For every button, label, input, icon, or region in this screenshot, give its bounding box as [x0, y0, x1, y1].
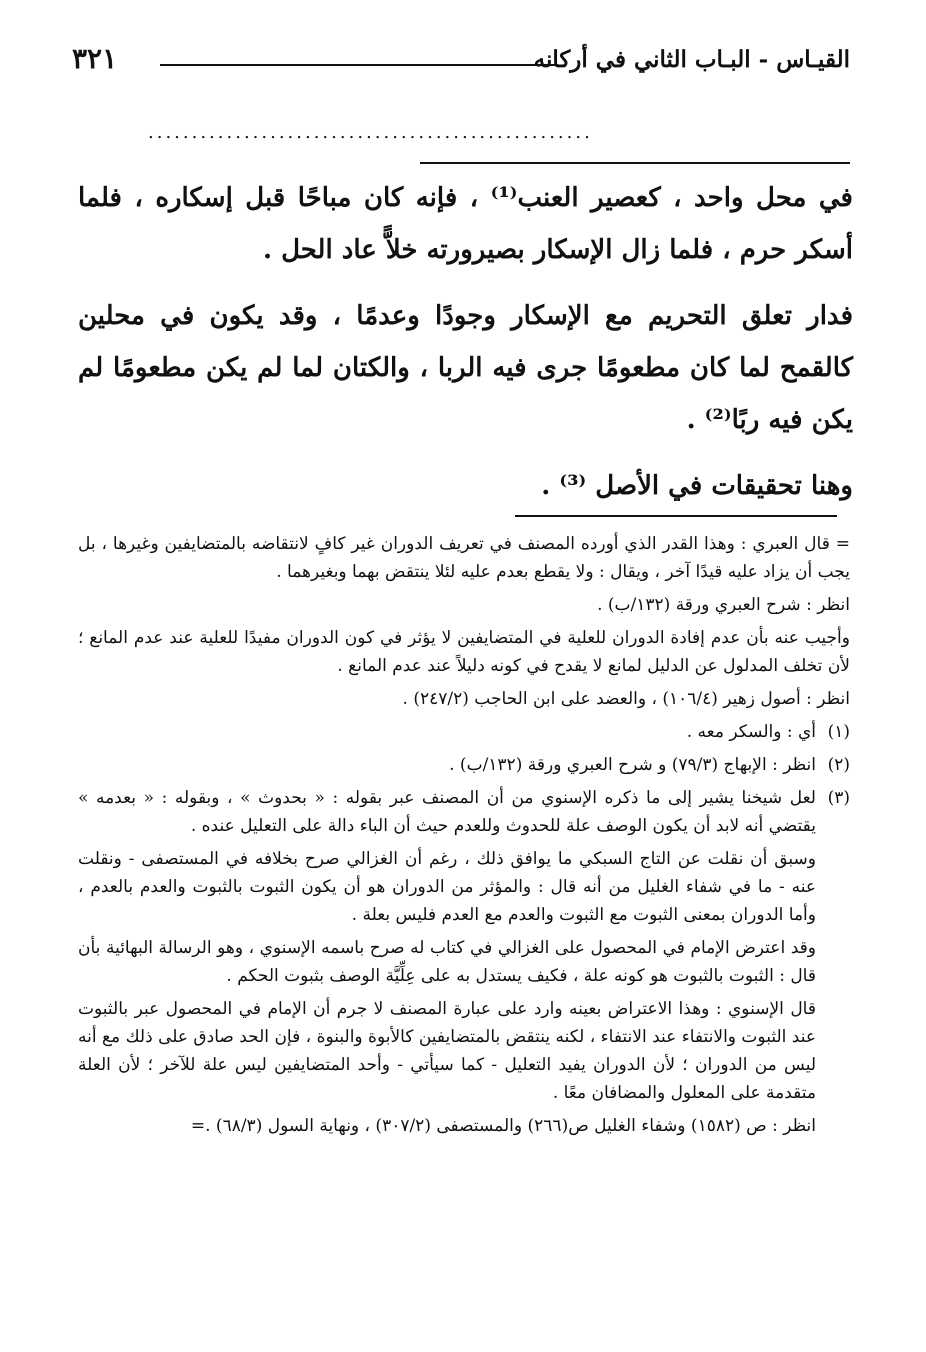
main-paragraph: وهنا تحقيقات في الأصل ⁽³⁾ .	[541, 471, 853, 501]
ellipsis-line: ...................................................	[148, 122, 593, 142]
footnote-number: (١)	[827, 722, 850, 742]
running-title: القيـاس - البـاب الثاني في أركانه	[533, 46, 850, 73]
footnote-3-paragraph: وقد اعترض الإمام في المحصول على الغزالي في كتاب له صرح باسمه الإسنوي ، وهو الرسالة البهائية بأن قال : الثبوت بالثبوت هو كونه علة ، فكيف يستدل به على عِلِّيَّة الوصف بثبوت الحكم .	[78, 938, 816, 986]
footnote-text: أي : والسكر معه .	[686, 722, 816, 742]
footnote-1	[78, 718, 850, 746]
footnote-continuation: وأجيب عنه بأن عدم إفادة الدوران للعلية في المتضايفين لا يؤثر في كون الدوران مفيدًا للعلية عند عدم المانع ؛ لأن تخلف المدلول عن الدليل لمانع لا يقدح في كونه دليلاً عند عدم المانع .	[78, 628, 850, 676]
footnote-3-paragraph: قال الإسنوي : وهذا الاعتراض بعينه وارد على عبارة المصنف لا جرم أن الإمام في المحصول عبر بالثبوت عند الثبوت والانتفاء عند الانتفاء ، لكنه ينتقض بالمتضايفين كالأبوة والبنوة ، فإن الحد صادق على ذلك مع أنه ليس من الدوران ؛ لأن الدوران يفيد التعليل - كما سيأتي - وأحد المتضايفين ليس علة للآخر ؛ لأن العلة متقدمة على المعلول والمضافان معًا .	[78, 999, 816, 1103]
footnote-3	[78, 784, 850, 840]
main-text	[78, 172, 853, 526]
footnote-3-paragraph: انظر : ص (١٥٨٢) وشفاء الغليل ص(٢٦٦) والمستصفى (٣٠٧/٢) ، ونهاية السول (٦٨/٣) .=	[190, 1116, 816, 1136]
text-separator-rule	[420, 162, 850, 164]
main-paragraph: فدار تعلق التحريم مع الإسكار وجودًا وعدمًا ، وقد يكون في محلين كالقمح لما كان مطعومًا جرى فيه الربا ، والكتان لما لم يكن مطعومًا لم يكن فيه ربًا⁽²⁾ .	[78, 301, 853, 435]
footnote-continuation: انظر : شرح العبري ورقة (١٣٢/ب) .	[597, 595, 850, 615]
footnote-continuation: انظر : أصول زهير (١٠٦/٤) ، والعضد على ابن الحاجب (٢٤٧/٢) .	[402, 689, 850, 709]
footnotes	[78, 530, 850, 1145]
footnote-number: (٣)	[827, 788, 850, 808]
footnote-2	[78, 751, 850, 779]
page-header	[60, 40, 850, 88]
page-number: ٣٢١	[72, 42, 118, 75]
footnote-continuation: = قال العبري : وهذا القدر الذي أورده المصنف في تعريف الدوران غير كافٍ لانتقاضه بالمتضايفين وغيرها ، بل يجب أن يزاد عليه قيدًا آخر ، ويقال : ولا يقطع بعدم عليه لئلا ينتقض بهما وبغيرهما .	[78, 534, 850, 582]
header-rule	[160, 64, 558, 66]
footnote-number: (٢)	[827, 755, 850, 775]
footnote-text: لعل شيخنا يشير إلى ما ذكره الإسنوي من أن المصنف عبر بقوله : « بحدوث » ، وبقوله : « بعدمه » يقتضي أنه لابد أن يكون الوصف علة للحدوث وللعدم حيث أن الباء دالة على التعليل عنده .	[78, 788, 816, 836]
footnote-3-paragraph: وسبق أن نقلت عن التاج السبكي ما يوافق ذلك ، رغم أن الغزالي صرح بخلافه في المستصفى - ونقلت عنه - ما في شفاء الغليل من أنه قال : والمؤثر من الدوران هو أن يكون الثبوت بالثبوت والعدم بالعدم ، وأما الدوران بمعنى الثبوت مع الثبوت والعدم مع العدم فليس بعلة .	[78, 849, 816, 925]
main-paragraph: في محل واحد ، كعصير العنب⁽¹⁾ ، فإنه كان مباحًا قبل إسكاره ، فلما أسكر حرم ، فلما زال الإسكار بصيرورته خلاًّ عاد الحل .	[78, 183, 853, 265]
footnote-text: انظر : الإبهاج (٧٩/٣) و شرح العبري ورقة (١٣٢/ب) .	[449, 755, 816, 775]
footnote-separator-rule	[515, 515, 837, 517]
